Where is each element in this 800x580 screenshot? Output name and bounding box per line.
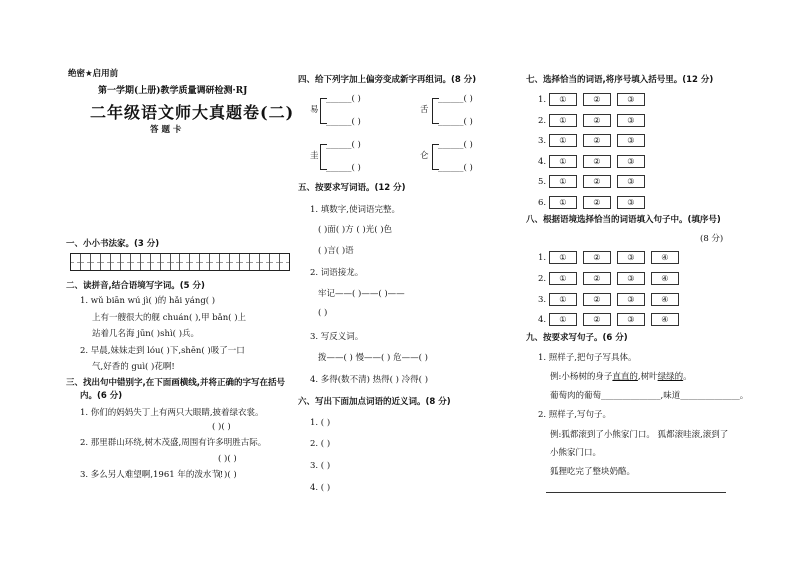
q7-row: 2. ① ② ③ — [538, 114, 651, 128]
answer-card-label: 答 题 卡 — [150, 125, 182, 135]
q9-sub1-question[interactable]: 葡萄肉的葡萄______________,味道______________。 — [550, 391, 749, 401]
q3-line2: 2. 那里群山环绕,树木茂盛,周围有许多明胜古际。 — [80, 438, 267, 448]
q9-sub1-example: 例:小杨树的身子直直的,树叶绿绿的。 — [550, 372, 692, 382]
choice-box-3[interactable]: ③ — [617, 196, 645, 209]
choice-box-3[interactable]: ③ — [617, 93, 645, 106]
choice-box-1[interactable]: ① — [549, 251, 577, 264]
choice-box-4[interactable]: ④ — [651, 313, 679, 326]
choice-box-3[interactable]: ③ — [617, 114, 645, 127]
q4-blank[interactable]: ______( ) — [326, 94, 361, 104]
q2-line3: 站着几名海 jūn( )shì( )兵。 — [92, 329, 200, 339]
choice-box-2[interactable]: ② — [583, 155, 611, 168]
q4-blank[interactable]: ______( ) — [438, 163, 473, 173]
q1-heading: 一、小小书法家。(3 分) — [66, 239, 160, 249]
q8-score: (8 分) — [700, 234, 724, 244]
page-title: 二年级语文师大真题卷(二) — [90, 103, 295, 122]
choice-box-1[interactable]: ① — [549, 175, 577, 188]
choice-box-2[interactable]: ② — [583, 114, 611, 127]
q4-blank[interactable]: ______( ) — [438, 117, 473, 127]
q8-heading: 八、根据语境选择恰当的词语填入句子中。(填序号) — [526, 215, 721, 225]
q3-heading: 三、找出句中错别字,在下面画横线,并将正确的字写在括号 — [66, 378, 285, 388]
q6-heading: 六、写出下面加点词语的近义词。(8 分) — [298, 397, 451, 407]
q4-char-4: 仑 — [420, 151, 429, 161]
q5-sub3-a: 拨——( ) 慢——( ) 危——( ) — [318, 353, 428, 363]
q9-heading: 九、按要求写句子。(6 分) — [526, 333, 628, 343]
choice-box-3[interactable]: ③ — [617, 134, 645, 147]
term-label: 第一学期(上册)教学质量调研检测·RJ — [98, 86, 248, 96]
q5-sub2-b: ( ) — [318, 308, 328, 318]
choice-box-3[interactable]: ③ — [617, 155, 645, 168]
choice-box-2[interactable]: ② — [583, 293, 611, 306]
q6-item[interactable]: 4. ( ) — [310, 483, 331, 493]
choice-box-1[interactable]: ① — [549, 272, 577, 285]
choice-box-4[interactable]: ④ — [651, 251, 679, 264]
q3-line3: 3. 多么另人难望啊,1961 年的泼水节! — [80, 470, 224, 480]
q2-line2: 上有一艘很大的舰 chuán( ),甲 bǎn( )上 — [92, 313, 247, 323]
q5-sub1-a: ( )面( )方 ( )光( )色 — [318, 225, 393, 235]
choice-box-1[interactable]: ① — [549, 93, 577, 106]
q2-line4: 2. 早晨,妹妹走到 lóu( )下,shēn( )吸了一口 — [80, 346, 245, 356]
q5-sub1-b: ( )言( )语 — [318, 246, 354, 256]
choice-box-4[interactable]: ④ — [651, 293, 679, 306]
q3-line1-paren: ( )( ) — [212, 422, 231, 432]
q5-sub2-a: 牢记——( )——( )—— — [318, 289, 405, 299]
choice-box-3[interactable]: ③ — [617, 251, 645, 264]
choice-box-3[interactable]: ③ — [617, 272, 645, 285]
q8-row: 3. ① ② ③ ④ — [538, 293, 685, 307]
q2-line5: 气,好香的 guì( )花啊! — [92, 362, 175, 372]
choice-box-2[interactable]: ② — [583, 196, 611, 209]
q2-heading: 二、读拼音,结合语境写字词。(5 分) — [66, 281, 205, 291]
q7-row: 3. ① ② ③ — [538, 134, 651, 148]
q3-heading-cont: 内。(6 分) — [80, 391, 123, 401]
q4-char-2: 舌 — [420, 105, 429, 115]
q7-heading: 七、选择恰当的词语,将序号填入括号里。(12 分) — [526, 75, 714, 85]
choice-box-1[interactable]: ① — [549, 134, 577, 147]
q9-sub2-example: 例:狐都滚到了小熊家门口。 狐都滚哇滚,滚到了 — [550, 430, 729, 440]
q5-sub3: 3. 写反义词。 — [310, 332, 364, 342]
q4-blank[interactable]: ______( ) — [326, 163, 361, 173]
q3-line1: 1. 你们的妈妈失丁上有两只大眼睛,披着绿衣裳。 — [80, 408, 264, 418]
choice-box-1[interactable]: ① — [549, 293, 577, 306]
writing-grid[interactable] — [70, 253, 290, 271]
q2-line1: 1. wǔ biān wú jì( )的 hǎi yáng( ) — [80, 296, 216, 306]
q8-row: 2. ① ② ③ ④ — [538, 272, 685, 286]
choice-box-2[interactable]: ② — [583, 175, 611, 188]
choice-box-3[interactable]: ③ — [617, 293, 645, 306]
q4-heading: 四、给下列字加上偏旁变成新字再组词。(8 分) — [298, 75, 477, 85]
choice-box-2[interactable]: ② — [583, 313, 611, 326]
q4-blank[interactable]: ______( ) — [438, 140, 473, 150]
answer-line[interactable] — [546, 492, 726, 493]
q9-sub1: 1. 照样子,把句子写具体。 — [538, 353, 637, 363]
q4-blank[interactable]: ______( ) — [326, 117, 361, 127]
q9-sub2-example-cont: 小熊家门口。 — [550, 448, 602, 458]
q4-char-3: 圭 — [310, 151, 319, 161]
choice-box-1[interactable]: ① — [549, 313, 577, 326]
q5-sub1: 1. 填数字,使词语完整。 — [310, 205, 401, 215]
choice-box-2[interactable]: ② — [583, 272, 611, 285]
choice-box-1[interactable]: ① — [549, 155, 577, 168]
secret-mark: 绝密★启用前 — [68, 69, 119, 79]
q3-line2-paren: ( )( ) — [218, 454, 237, 464]
q3-line3-paren: ( )( ) — [218, 470, 237, 480]
choice-box-2[interactable]: ② — [583, 251, 611, 264]
choice-box-2[interactable]: ② — [583, 93, 611, 106]
q4-blank[interactable]: ______( ) — [438, 94, 473, 104]
q4-char-1: 易 — [310, 105, 319, 115]
q6-item[interactable]: 3. ( ) — [310, 461, 331, 471]
choice-box-1[interactable]: ① — [549, 196, 577, 209]
q4-blank[interactable]: ______( ) — [326, 140, 361, 150]
q7-row: 6. ① ② ③ — [538, 196, 651, 210]
q6-item[interactable]: 2. ( ) — [310, 439, 331, 449]
choice-box-3[interactable]: ③ — [617, 175, 645, 188]
choice-box-3[interactable]: ③ — [617, 313, 645, 326]
q5-sub2: 2. 词语接龙。 — [310, 268, 364, 278]
q8-row: 4. ① ② ③ ④ — [538, 313, 685, 327]
choice-box-1[interactable]: ① — [549, 114, 577, 127]
q9-sub2-question: 狐狸吃完了整块奶酪。 — [550, 467, 636, 477]
q8-row: 1. ① ② ③ ④ — [538, 251, 685, 265]
q5-heading: 五、按要求写词语。(12 分) — [298, 183, 406, 193]
q9-sub2: 2. 照样子,写句子。 — [538, 410, 612, 420]
choice-box-4[interactable]: ④ — [651, 272, 679, 285]
q7-row: 5. ① ② ③ — [538, 175, 651, 189]
q7-row: 1. ① ② ③ — [538, 93, 651, 107]
q5-sub4: 4. 多得(数不清) 热得( ) 冷得( ) — [310, 375, 429, 385]
q6-item[interactable]: 1. ( ) — [310, 418, 331, 428]
choice-box-2[interactable]: ② — [583, 134, 611, 147]
q7-row: 4. ① ② ③ — [538, 155, 651, 169]
